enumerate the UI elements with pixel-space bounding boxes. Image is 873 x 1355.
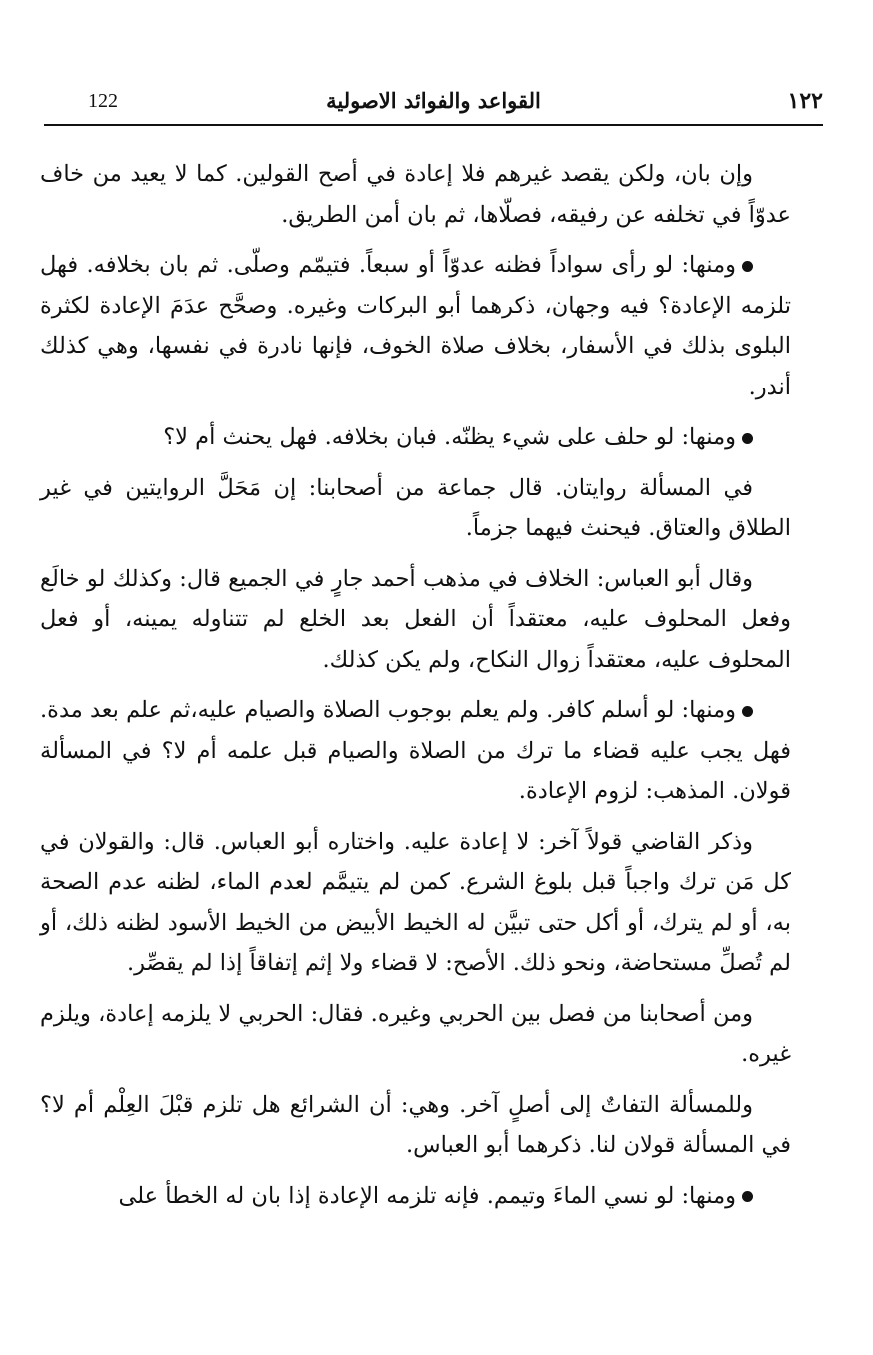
paragraph-text: ومنها: لو حلف على شيء يظنّه. فبان بخلافه. فهل يحنث أم لا؟ [163,424,736,450]
bullet-icon [742,706,753,717]
running-header [44,84,823,126]
paragraph-text: ومن أصحابنا من فصل بين الحربي وغيره. فقال: الحربي لا يلزمه إعادة، ويلزم غيره. [40,1000,791,1067]
paragraph [40,994,791,1075]
paragraph-text: ومنها: لو رأى سواداً فظنه عدوّاً أو سبعاً. فتيمّم وصلّى. ثم بان بخلافه. فهل تلزمه الإعادة؟ فيه وجهان، ذكرهما أبو البركات وغيره. وصحَّح عدَمَ الإعادة لكثرة البلوى بذلك في الأسفار، بخلاف صلاة الخوف، فإنها نادرة في نفسها، وهي كذلك أندر. [40,252,791,400]
paragraph [40,1085,791,1166]
bullet-paragraph [40,690,791,812]
paragraph [40,154,791,235]
paragraph-text: وقال أبو العباس: الخلاف في مذهب أحمد جارٍ في الجميع قال: وكذلك لو خالَع وفعل المحلوف عليه، معتقداً أن الفعل بعد الخلع لم تتناوله يمينه، أو فعل المحلوف عليه، معتقداً زوال النكاح، ولم يكن كذلك. [40,565,791,673]
running-title: القواعد والفوائد الاصولية [326,88,541,113]
paragraph-text: وللمسألة التفاتٌ إلى أصلٍ آخر. وهي: أن الشرائع هل تلزم قبْلَ العِلْم أم لا؟ في المسألة قولان لنا. ذكرهما أبو العباس. [40,1091,791,1158]
paragraph-text: في المسألة روايتان. قال جماعة من أصحابنا: إن مَحَلَّ الروايتين في غير الطلاق والعتاق. فيحنث فيهما جزماً. [40,474,791,541]
paragraph-text: ومنها: لو نسي الماءَ وتيمم. فإنه تلزمه الإعادة إذا بان له الخطأ على [118,1182,736,1209]
page-number-arabic: ١٢٢ [787,88,823,114]
paragraph-text: وذكر القاضي قولاً آخر: لا إعادة عليه. واختاره أبو العباس. قال: والقولان في كل مَن ترك واجباً قبل بلوغ الشرع. كمن لم يتيمَّم لعدم الماء، لظنه عدم الصحة به، أو لم يترك، أو أكل حتى تبيَّن له الخيط الأبيض من الخيط الأسود لظنه ذلك، أو لم تُصلِّ مستحاضة، ونحو ذلك. الأصح: لا قضاء ولا إثم إتفاقاً إذا لم يقصِّر. [40,828,791,976]
body-text [40,154,791,1226]
bullet-paragraph [40,1176,791,1217]
bullet-icon [742,433,753,444]
paragraph [40,559,791,681]
bullet-icon [742,261,753,272]
paragraph-text: وإن بان، ولكن يقصد غيرهم فلا إعادة في أصح القولين. كما لا يعيد من خاف عدوّاً في تخلفه عن رفيقه، فصلّاها، ثم بان أمن الطريق. [40,161,791,228]
paragraph-text: ومنها: لو أسلم كافر. ولم يعلم بوجوب الصلاة والصيام عليه،ثم علم بعد مدة. فهل يجب عليه قضاء ما ترك من الصلاة والصيام قبل علمه أم لا؟ في المسألة قولان. المذهب: لزوم الإعادة. [40,697,791,804]
paragraph [40,822,791,984]
bullet-icon [742,1191,753,1202]
bullet-paragraph [40,417,791,458]
bullet-paragraph [40,245,791,407]
page-number-latin: 122 [88,90,118,112]
paragraph [40,468,791,549]
